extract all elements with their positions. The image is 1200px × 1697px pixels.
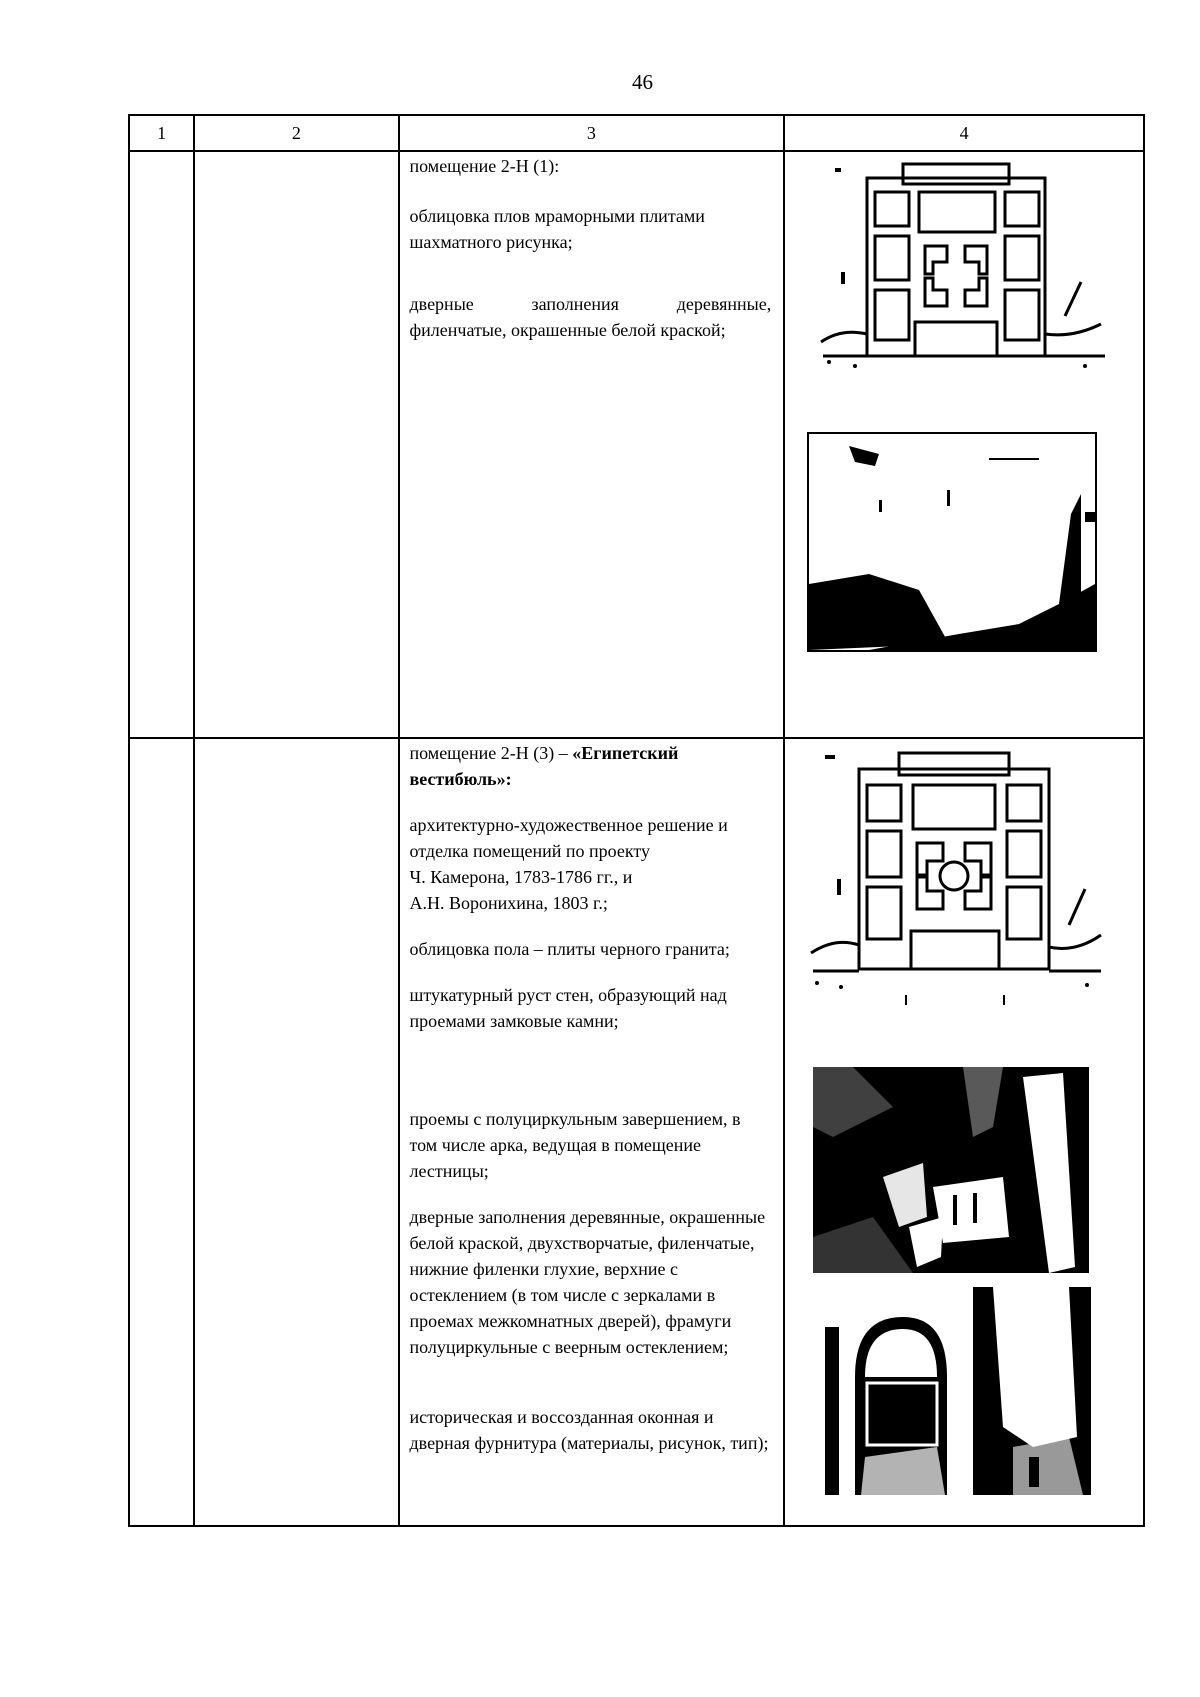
interior-photo-image bbox=[807, 432, 1097, 652]
feature-item: архитектурно-художественное решение и отделка помещений по проекту bbox=[409, 815, 728, 861]
wall-photo-image bbox=[973, 1287, 1091, 1495]
ceiling-photo-image bbox=[813, 1067, 1089, 1273]
feature-item: филенчатые, окрашенные белой краской; bbox=[409, 320, 726, 340]
column-header-1: 1 bbox=[129, 115, 194, 151]
column-header-2: 2 bbox=[194, 115, 398, 151]
row2-col1 bbox=[129, 738, 194, 1526]
feature-item: А.Н. Воронихина, 1803 г.; bbox=[409, 893, 608, 913]
table-row bbox=[129, 738, 1144, 1526]
feature-item: проемы с полуциркульным завершением, в том числе арка, ведущая в помещение лестницы; bbox=[409, 1109, 741, 1181]
table-row bbox=[129, 151, 1144, 738]
monument-features-table bbox=[128, 114, 1145, 1527]
floor-plan-image bbox=[807, 747, 1107, 1015]
feature-item: историческая и воссозданная оконная и дверная фурнитура (материалы, рисунок, тип); bbox=[409, 1407, 769, 1453]
room-title bbox=[410, 740, 772, 792]
table-header-row bbox=[129, 115, 1144, 151]
row2-description bbox=[399, 738, 785, 1526]
room-title: помещение 2-Н (1): bbox=[409, 156, 560, 176]
feature-item: дверные заполнения деревянные, bbox=[409, 294, 772, 314]
feature-item: штукатурный руст стен, образующий над проемами замковые камни; bbox=[409, 985, 727, 1031]
row1-description bbox=[399, 151, 785, 738]
feature-item: Ч. Камерона, 1783-1786 гг., и bbox=[409, 867, 633, 887]
feature-item: облицовка плов мраморными плитами шахматного рисунка; bbox=[409, 206, 705, 252]
row1-images bbox=[784, 151, 1144, 738]
room-title-plain: помещение 2-Н (3) – bbox=[409, 743, 573, 763]
column-header-3: 3 bbox=[399, 115, 785, 151]
column-header-4: 4 bbox=[784, 115, 1144, 151]
row1-col1 bbox=[129, 151, 194, 738]
row1-col2 bbox=[194, 151, 398, 738]
room-title-bold: «Египетский вестибюль»: bbox=[409, 743, 679, 789]
feature-item: облицовка пола – плиты черного гранита; bbox=[409, 939, 730, 959]
floor-plan-image bbox=[815, 156, 1115, 388]
feature-item: дверные заполнения деревянные, окрашенные белой краской, двухстворчатые, филенчатые, нижние филенки глухие, верхние с остеклением (в том числе с зеркалами в проемах межкомнатных дверей), фрамуги полуциркульные с веерным остеклением; bbox=[409, 1207, 766, 1357]
arched-door-photo-image bbox=[825, 1287, 957, 1495]
row2-images bbox=[784, 738, 1144, 1526]
page-number: 46 bbox=[632, 70, 653, 94]
row2-col2 bbox=[194, 738, 398, 1526]
